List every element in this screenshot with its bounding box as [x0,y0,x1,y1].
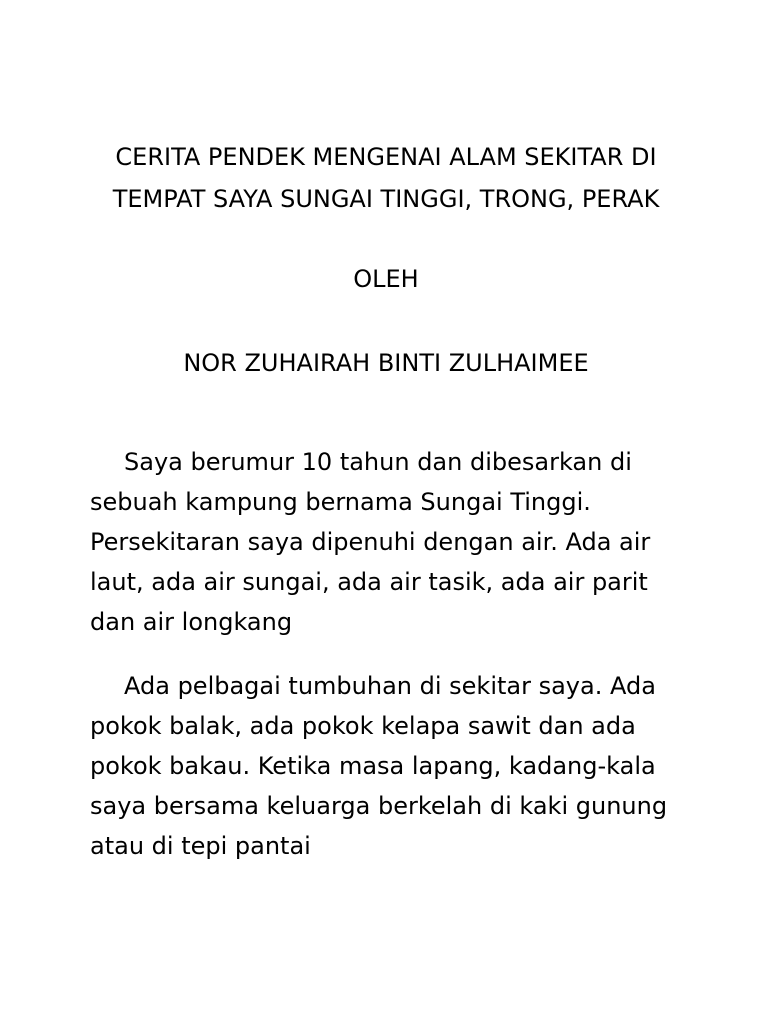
paragraph-line: saya bersama keluarga berkelah di kaki gunung [90,792,668,820]
title-line-1: CERITA PENDEK MENGENAI ALAM SEKITAR DI [115,143,657,171]
paragraph-line: dan air longkang [90,608,293,636]
paragraph-line: atau di tepi pantai [90,832,311,860]
title-line-2: TEMPAT SAYA SUNGAI TINGGI, TRONG, PERAK [112,185,660,213]
paragraph-line: sebuah kampung bernama Sungai Tinggi. [90,488,591,516]
paragraph-line: Persekitaran saya dipenuhi dengan air. Ada air [90,528,651,556]
paragraph-2 [90,666,690,866]
paragraph-line: Saya berumur 10 tahun dan dibesarkan di [124,448,632,476]
document-title [60,136,712,220]
paragraph-line: pokok bakau. Ketika masa lapang, kadang-kala [90,752,656,780]
byline: OLEH [353,265,419,293]
paragraph-line: Ada pelbagai tumbuhan di sekitar saya. Ada [124,672,656,700]
paragraph-line: pokok balak, ada pokok kelapa sawit dan ada [90,712,636,740]
paragraph-1 [90,442,690,642]
paragraph-line: laut, ada air sungai, ada air tasik, ada air parit [90,568,648,596]
author-name: NOR ZUHAIRAH BINTI ZULHAIMEE [183,349,589,377]
